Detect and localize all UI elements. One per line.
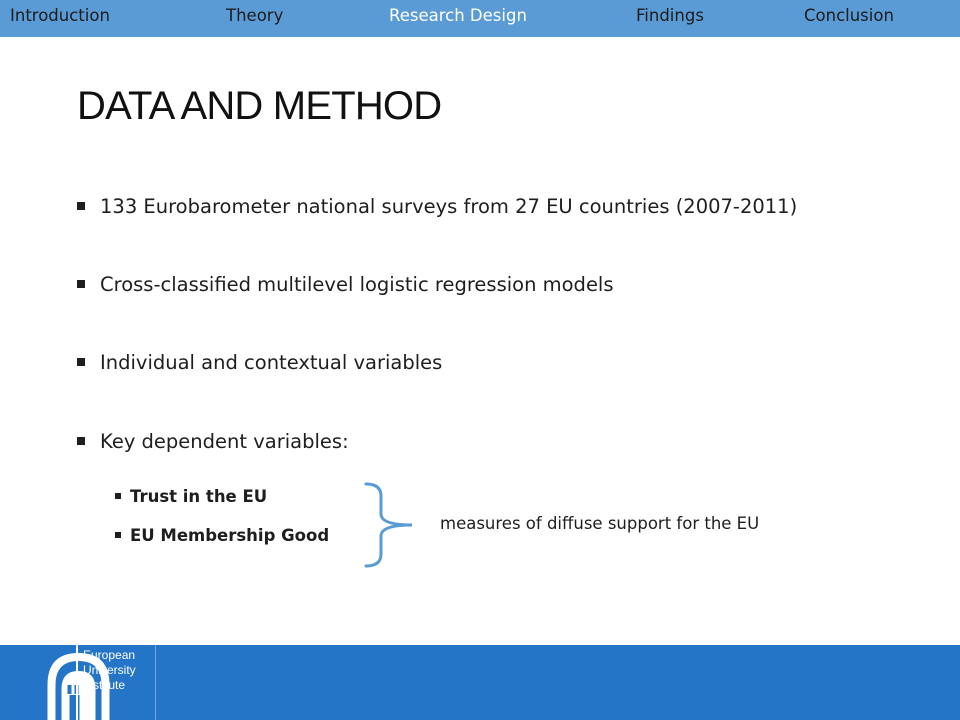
square-bullet-icon bbox=[115, 532, 121, 538]
bullet-text: 133 Eurobarometer national surveys from 27 EU countries (2007-2011) bbox=[100, 195, 798, 218]
top-navigation-bar bbox=[0, 0, 960, 37]
square-bullet-icon bbox=[77, 280, 85, 288]
brace-annotation: measures of diffuse support for the EU bbox=[440, 514, 760, 533]
bullet-item-dependent-variables bbox=[77, 430, 349, 453]
bullet-item-surveys bbox=[77, 195, 797, 218]
bullet-item-variables bbox=[77, 351, 442, 374]
square-bullet-icon bbox=[77, 358, 85, 366]
square-bullet-icon bbox=[77, 437, 85, 445]
nav-item-introduction[interactable]: Introduction bbox=[10, 6, 110, 25]
slide-title: DATA AND METHOD bbox=[77, 84, 442, 128]
institution-logo-text bbox=[83, 648, 153, 693]
nav-item-findings[interactable]: Findings bbox=[636, 6, 704, 25]
sub-bullet-trust bbox=[115, 487, 267, 506]
bullet-text: Individual and contextual variables bbox=[100, 351, 443, 374]
bullet-text: Key dependent variables: bbox=[100, 430, 349, 453]
nav-item-research-design[interactable]: Research Design bbox=[389, 6, 527, 25]
right-curly-brace-icon bbox=[362, 480, 414, 572]
sub-bullet-text: EU Membership Good bbox=[130, 526, 330, 545]
logo-divider bbox=[76, 645, 78, 720]
square-bullet-icon bbox=[77, 202, 85, 210]
logo-line: Institute bbox=[83, 678, 126, 692]
logo-divider bbox=[155, 645, 156, 720]
bullet-item-models bbox=[77, 273, 614, 296]
logo-line: University bbox=[83, 663, 136, 677]
sub-bullet-text: Trust in the EU bbox=[130, 487, 268, 506]
bullet-text: Cross-classified multilevel logistic regression models bbox=[100, 273, 614, 296]
logo-line: European bbox=[83, 648, 136, 662]
nav-item-conclusion[interactable]: Conclusion bbox=[804, 6, 894, 25]
footer-bar bbox=[0, 645, 960, 720]
sub-bullet-membership bbox=[115, 526, 329, 545]
square-bullet-icon bbox=[115, 493, 121, 499]
nav-item-theory[interactable]: Theory bbox=[226, 6, 284, 25]
